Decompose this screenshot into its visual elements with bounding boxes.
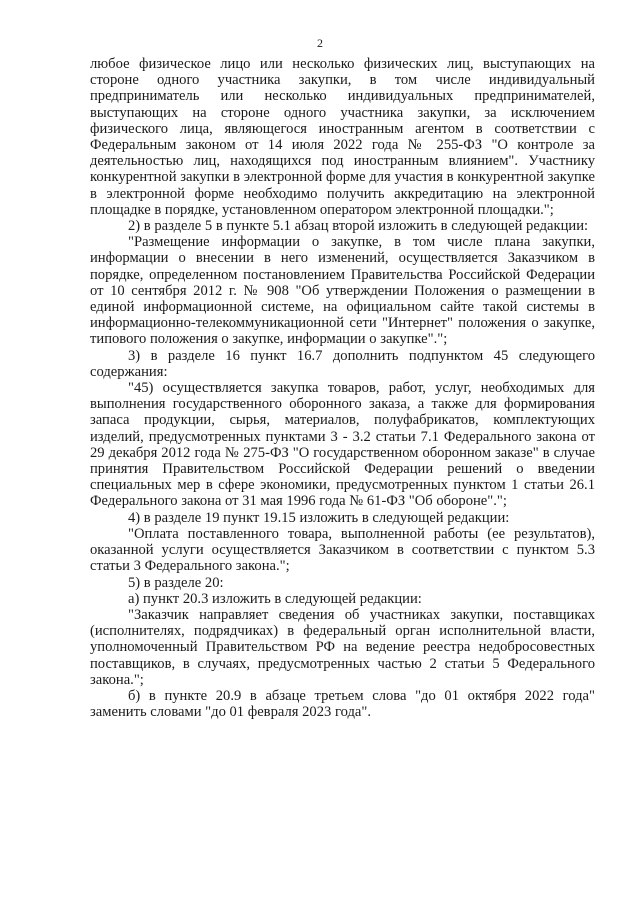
paragraph-item-3-text: "45) осуществляется закупка товаров, работ, услуг, необходимых для выполнения государственного оборонного заказа, а также для формирования запаса продукции, сырья, материалов, полуфабрикатов, комплектующих изделий, предусмотренных пунктами 3 - 3.2 статьи 7.1 Федерального закона от 29 декабря 2012 года № 275-ФЗ "О государственном оборонном заказе" в случае принятия Правительством Российской Федерации решений о введении специальных мер в сфере экономики, предусмотренных пунктом 1 статьи 26.1 Федерального закона от 31 мая 1996 года № 61-ФЗ "Об обороне"."; [90, 380, 595, 510]
paragraph-foreign-agent-clause: любое физическое лицо или несколько физических лиц, выступающих на стороне одного участника закупки, в том числе индивидуальный предприниматель или несколько индивидуальных предпринимателей, выступающих на стороне одного участника закупки, за исключением физического лица, являющегося иностранным агентом в соответствии с Федеральным законом от 14 июля 2022 года № 255-ФЗ "О контроле за деятельностью лиц, находящихся под иностранным влиянием". Участнику конкурентной закупки в электронной форме для участия в конкурентной закупке в электронной форме необходимо получить аккредитацию на электронной площадке в порядке, установленном оператором электронной площадки."; [90, 56, 595, 218]
document-body [90, 56, 595, 720]
paragraph-item-2: 2) в разделе 5 в пункте 5.1 абзац второй изложить в следующей редакции: [128, 218, 589, 235]
paragraph-item-5a-text: "Заказчик направляет сведения об участниках закупки, поставщиках (исполнителях, подрядчиках) в федеральный орган исполнительной власти, уполномоченный Правительством РФ на ведение реестра недобросовестных поставщиков, в случаях, предусмотренных частью 2 статьи 5 Федерального закона."; [90, 606, 595, 688]
paragraph-item-2-text: "Размещение информации о закупке, в том числе плана закупки, информации о внесении в него изменений, осуществляется Заказчиком в порядке, определенном постановлением Правительства Российской Федерации от 10 сентября 2012 г. № 908 "Об утверждении Положения о размещении в единой информационной системе, на официальном сайте такой системы в информационно-телекоммуникационной сети "Интернет" положения о закупке, типового положения о закупке, информации о закупке"."; [90, 234, 595, 348]
paragraph-item-3: 3) в разделе 16 пункт 16.7 дополнить подпунктом 45 следующего содержания: [90, 347, 595, 380]
paragraph-item-5b: б) в пункте 20.9 в абзаце третьем слова "до 01 октября 2022 года" заменить словами "до 01 февраля 2023 года". [90, 687, 595, 721]
paragraph-item-4-text: "Оплата поставленного товара, выполненной работы (ее результатов), оказанной услуги осуществляется Заказчиком в соответствии с пунктом 5.3 статьи 3 Федерального закона."; [90, 525, 595, 575]
paragraph-item-5: 5) в разделе 20: [128, 574, 224, 591]
paragraph-item-5a: а) пункт 20.3 изложить в следующей редакции: [128, 590, 422, 607]
paragraph-item-4: 4) в разделе 19 пункт 19.15 изложить в следующей редакции: [128, 509, 510, 526]
page-number: 2 [317, 36, 323, 50]
